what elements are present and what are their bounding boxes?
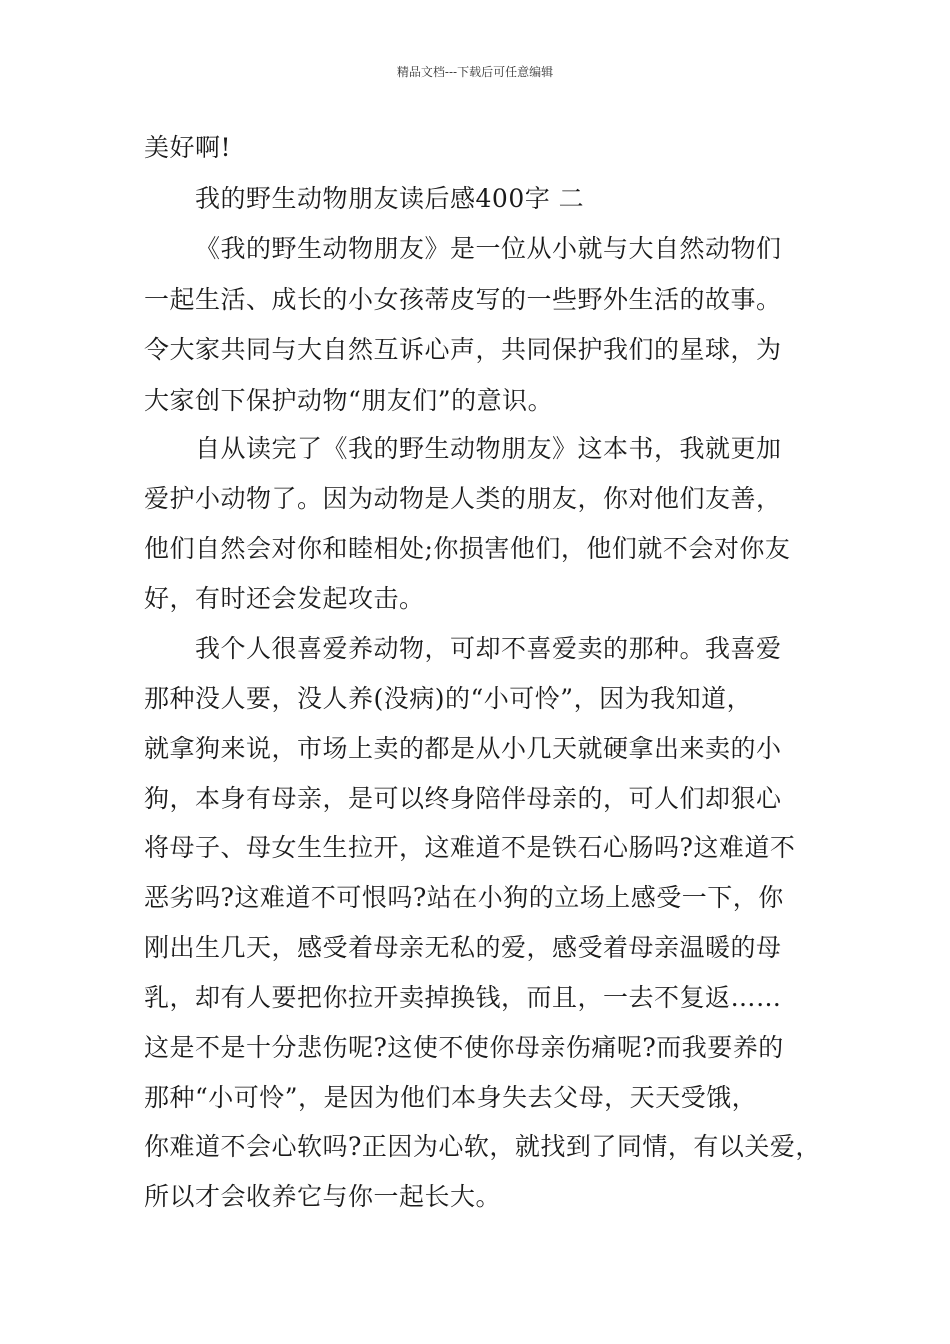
text-line: 美好啊! bbox=[144, 133, 232, 162]
text-line: 这是不是十分悲伤呢?这使不使你母亲伤痛呢?而我要养的 bbox=[144, 1033, 784, 1062]
text-line: 那种没人要，没人养(没病)的“小可怜”，因为我知道， bbox=[144, 684, 753, 713]
text-line: 将母子、母女生生拉开，这难道不是铁石心肠吗?这难道不 bbox=[144, 833, 796, 862]
text-line: 狗，本身有母亲，是可以终身陪伴母亲的，可人们却狠心 bbox=[144, 784, 782, 813]
text-line: 刚出生几天，感受着母亲无私的爱，感受着母亲温暖的母 bbox=[144, 933, 782, 962]
text-line: 大家创下保护动物“朋友们”的意识。 bbox=[144, 386, 554, 415]
text-line: 乳，却有人要把你拉开卖掉换钱，而且，一去不复返…… bbox=[144, 983, 782, 1012]
text-line: 爱护小动物了。因为动物是人类的朋友，你对他们友善， bbox=[144, 484, 782, 513]
text-line: 他们自然会对你和睦相处;你损害他们，他们就不会对你友 bbox=[144, 534, 791, 563]
text-line: 所以才会收养它与你一起长大。 bbox=[144, 1182, 502, 1211]
text-line: 《我的野生动物朋友》是一位从小就与大自然动物们 bbox=[195, 234, 782, 263]
page-header: 精品文档---下载后可任意编辑 bbox=[396, 65, 554, 79]
text-line: 一起生活、成长的小女孩蒂皮写的一些野外生活的故事。 bbox=[144, 285, 782, 314]
text-line: 那种“小可怜”，是因为他们本身失去父母，天天受饿， bbox=[144, 1083, 758, 1112]
text-line: 就拿狗来说，市场上卖的都是从小几天就硬拿出来卖的小 bbox=[144, 734, 782, 763]
text-line: 恶劣吗?这难道不可恨吗?站在小狗的立场上感受一下，你 bbox=[144, 883, 784, 912]
text-line: 你难道不会心软吗?正因为心软，就找到了同情，有以关爱， bbox=[144, 1132, 821, 1161]
text-line: 好，有时还会发起攻击。 bbox=[144, 584, 425, 613]
text-line: 我个人很喜爱养动物，可却不喜爱卖的那种。我喜爱 bbox=[195, 634, 782, 663]
section-heading: 我的野生动物朋友读后感400字 二 bbox=[195, 184, 585, 213]
text-line: 自从读完了《我的野生动物朋友》这本书，我就更加 bbox=[195, 434, 782, 463]
text-line: 令大家共同与大自然互诉心声，共同保护我们的星球，为 bbox=[144, 335, 782, 364]
